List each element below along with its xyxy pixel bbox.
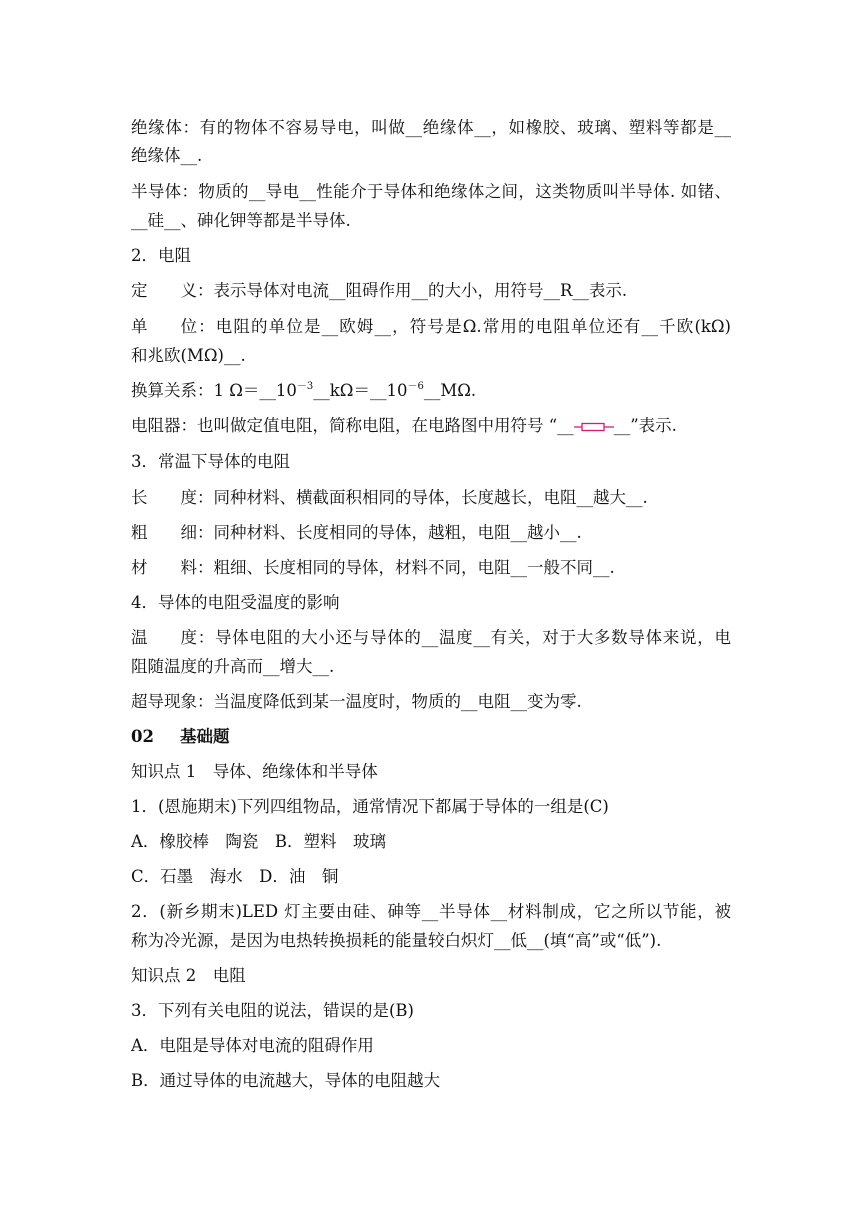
section-02-heading	[131, 726, 731, 748]
length-label: 长 度	[131, 488, 197, 507]
material-line	[131, 557, 731, 579]
unit-text-1: ：电阻的单位是__欧姆__，符号是Ω.常用的电阻单位还有__千欧(kΩ)	[197, 317, 731, 336]
temperature-line-1	[131, 627, 731, 649]
length-line	[131, 487, 731, 509]
temperature-label: 温 度	[131, 628, 197, 647]
question-2-line-2: 称为冷光源，是因为电热转换损耗的能量较白炽灯__低__(填“高”或“低”).	[131, 931, 662, 950]
section-3-heading: 3．常温下导体的电阻	[131, 452, 290, 471]
resistor-text-before: 电阻器：也叫做定值电阻，简称电阻，在电路图中用符号 “__	[131, 416, 574, 435]
temperature-text-1: ：导体电阻的大小还与导体的__温度__有关，对于大多数导体来说，电	[197, 628, 731, 647]
unit-line-2: 和兆欧(MΩ)__.	[131, 346, 246, 365]
thickness-line	[131, 522, 731, 544]
conversion-part-c: __MΩ.	[423, 381, 477, 400]
thickness-text: ：同种材料、长度相同的导体，越粗，电阻__越小__.	[197, 523, 582, 542]
knowledge-point-1: 知识点 1 导体、绝缘体和半导体	[131, 762, 378, 781]
resistor-text-after: __”表示.	[613, 416, 677, 435]
definition-label: 定 义	[131, 281, 197, 300]
question-1-options-ab: A．橡胶棒 陶瓷 B．塑料 玻璃	[131, 832, 387, 851]
length-text: ：同种材料、横截面积相同的导体，长度越长，电阻__越大__.	[197, 488, 648, 507]
question-2-line-1: 2．(新乡期末)LED 灯主要由硅、砷等__半导体__材料制成，它之所以节能，被	[131, 902, 731, 921]
unit-label: 单 位	[131, 317, 197, 336]
superconductivity-line: 超导现象：当温度降低到某一温度时，物质的__电阻__变为零.	[131, 692, 582, 711]
conversion-part-a: 换算关系：1 Ω＝__10	[131, 381, 297, 400]
material-text: ：粗细、长度相同的导体，材料不同，电阻__一般不同__.	[197, 558, 615, 577]
material-label: 材 料	[131, 558, 197, 577]
conversion-exponent-2: －6	[407, 381, 424, 392]
section-02-number: 02	[131, 727, 154, 746]
definition-text: ：表示导体对电流__阻碍作用__的大小，用符号__R__表示.	[197, 281, 628, 300]
question-3-option-a: A．电阻是导体对电流的阻碍作用	[131, 1036, 374, 1055]
question-1-options-cd: C．石墨 海水 D．油 铜	[131, 867, 339, 886]
conversion-part-b: __kΩ＝__10	[313, 381, 408, 400]
definition-line	[131, 280, 731, 302]
unit-line-1	[131, 316, 731, 338]
section-2-heading: 2．电阻	[131, 246, 191, 265]
section-02-title: 基础题	[179, 727, 230, 746]
resistor-symbol-icon	[574, 420, 614, 434]
conversion-line	[131, 380, 731, 405]
knowledge-point-2: 知识点 2 电阻	[131, 966, 246, 985]
conversion-exponent-1: －3	[296, 381, 314, 392]
semiconductor-line-1: 半导体：物质的__导电__性能介于导体和绝缘体之间，这类物质叫半导体. 如锗、	[131, 182, 731, 201]
semiconductor-line-2: __硅__、砷化钾等都是半导体.	[131, 211, 351, 230]
insulator-line-2: 绝缘体__.	[131, 146, 203, 165]
resistor-line	[131, 415, 731, 437]
section-4-heading: 4．导体的电阻受温度的影响	[131, 593, 340, 612]
insulator-line-1: 绝缘体：有的物体不容易导电，叫做__绝缘体__，如橡胶、玻璃、塑料等都是__	[131, 118, 731, 137]
thickness-label: 粗 细	[131, 523, 197, 542]
question-3-stem: 3．下列有关电阻的说法，错误的是(B)	[131, 1001, 414, 1020]
temperature-line-2: 阻随温度的升高而__增大__.	[131, 657, 335, 676]
question-3-option-b: B．通过导体的电流越大，导体的电阻越大	[131, 1071, 441, 1090]
question-1-stem: 1．(恩施期末)下列四组物品，通常情况下都属于导体的一组是(C)	[131, 797, 609, 816]
